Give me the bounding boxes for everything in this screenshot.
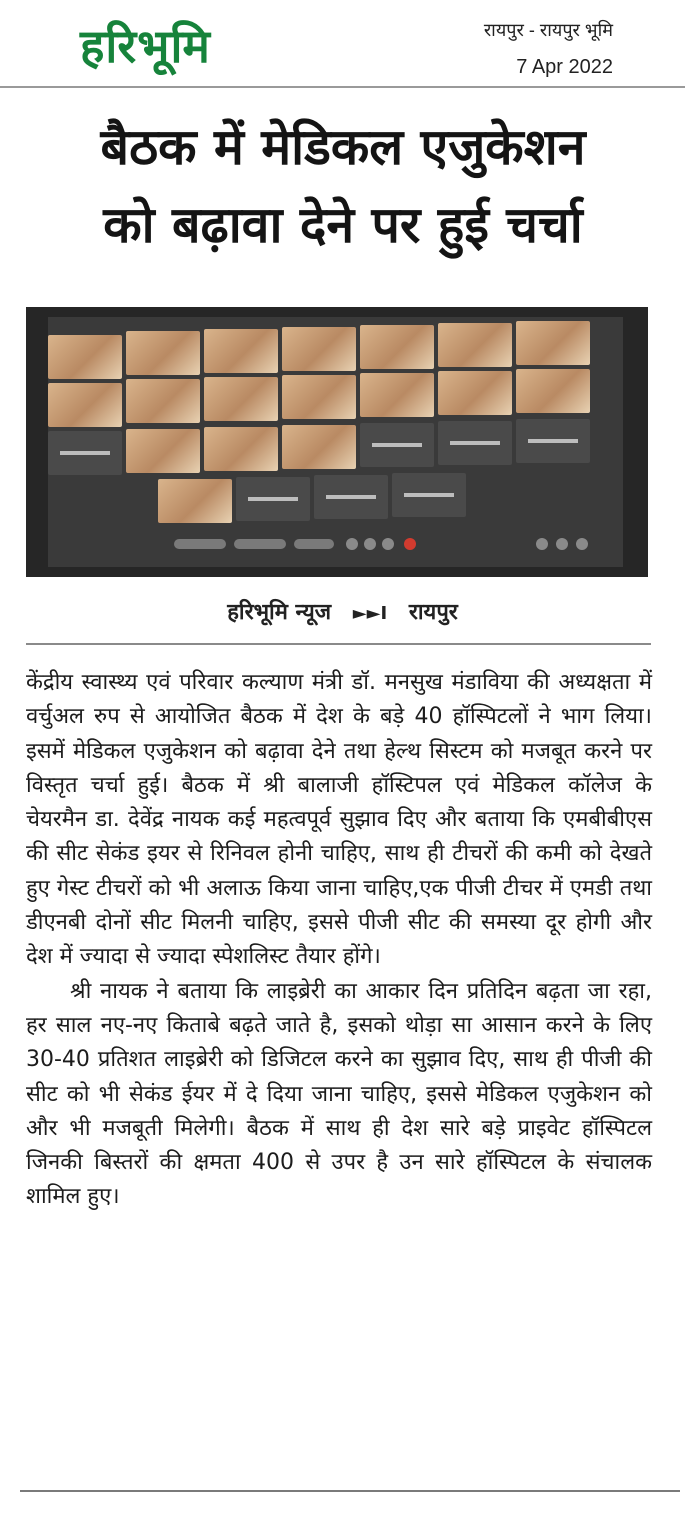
chat-icon	[556, 538, 568, 550]
participant-tile	[360, 373, 434, 417]
control-pill	[294, 539, 334, 549]
masthead	[0, 0, 685, 86]
meeting-control-bar	[66, 535, 626, 553]
meeting-screen	[48, 317, 623, 567]
article-end-divider	[20, 1490, 680, 1492]
participant-tile	[314, 475, 388, 519]
participant-tile	[126, 429, 200, 473]
participant-tile	[48, 335, 122, 379]
byline-source: हरिभूमि न्यूज	[227, 600, 332, 625]
participant-tile	[48, 431, 122, 475]
participant-tile	[438, 371, 512, 415]
end-call-icon	[404, 538, 416, 550]
settings-icon	[576, 538, 588, 550]
participant-tile	[282, 327, 356, 371]
article-paragraph: श्री नायक ने बताया कि लाइब्रेरी का आकार दिन प्रतिदिन बढ़ता जा रहा, हर साल नए-नए किताबे बढ़ते जाते है, इसको थोड़ा सा आसान करने के लिए 30-40 प्रतिशत लाइब्रेरी को डिजिटल करने का सुझाव दिए, साथ ही पीजी की सीट को भी सेकंड ईयर में दे दिया जाना चाहिए, इससे मेडिकल एजुकेशन को और भी मजबूती मिलेगी। बैठक में साथ ही देश सारे बड़े प्राइवेट हॉस्पिटल जिनकी बिस्तरों की क्षमता 400 से उपर है उन सारे हॉस्पिटल के संचालक शामिल हुए।	[26, 978, 652, 1210]
article-byline	[0, 596, 685, 626]
edition-label: रायपुर - रायपुर भूमि	[483, 20, 613, 40]
newspaper-logo: हरिभूमि	[80, 19, 211, 73]
participant-tile	[282, 425, 356, 469]
participant-tile	[158, 479, 232, 523]
share-icon	[536, 538, 548, 550]
participant-tile	[360, 423, 434, 467]
control-pill	[174, 539, 226, 549]
headline-line-2: को बढ़ावा देने पर हुई चर्चा	[103, 196, 583, 254]
publication-date: 7 Apr 2022	[516, 56, 613, 78]
camera-icon	[364, 538, 376, 550]
control-pill	[234, 539, 286, 549]
participant-tile	[516, 369, 590, 413]
participant-tile	[360, 325, 434, 369]
participant-tile	[48, 383, 122, 427]
participant-tile	[204, 329, 278, 373]
byline-divider	[26, 643, 651, 645]
fast-forward-icon: ►►I	[352, 603, 388, 624]
participant-tile	[516, 321, 590, 365]
headline-line-1: बैठक में मेडिकल एजुकेशन	[100, 118, 586, 176]
article-headline	[18, 108, 668, 264]
participant-tile	[126, 331, 200, 375]
participant-tile	[282, 375, 356, 419]
participant-tile	[438, 421, 512, 465]
participant-tile	[204, 427, 278, 471]
byline-place: रायपुर	[408, 600, 458, 625]
masthead-divider	[0, 86, 685, 88]
video-conference-photo	[26, 307, 648, 577]
participant-tile	[204, 377, 278, 421]
participant-tile	[438, 323, 512, 367]
participant-tile	[392, 473, 466, 517]
article-paragraph: केंद्रीय स्वास्थ्य एवं परिवार कल्याण मंत्री डॉ. मनसुख मंडाविया की अध्यक्षता में वर्चुअल रुप से आयोजित बैठक में देश के बड़े 40 हॉस्पिटलों ने भाग लिया। इसमें मेडिकल एजुकेशन को बढ़ावा देने तथा हेल्थ सिस्टम को मजबूत करने पर विस्तृत चर्चा हुई। बैठक में श्री बालाजी हॉस्टिपल एवं मेडिकल कॉलेज के चेयरमैन डा. देवेंद्र नायक कई महत्वपूर्व सुझाव दिए और बताया कि एमबीबीएस की सीट सेकंड इयर से रिनिवल होनी चाहिए, साथ ही टीचरों की कमी को देखते हुए गेस्ट टीचरों को भी अलाऊ किया जाना चाहिए,एक पीजी टीचर में एमडी तथा डीएनबी दोनों सीट मिलनी चाहिए, इससे पीजी सीट की समस्या दूर होगी और देश में ज्यादा से ज्यादा स्पेशलिस्ट तैयार होंगे।	[26, 670, 652, 970]
more-icon	[382, 538, 394, 550]
mic-icon	[346, 538, 358, 550]
participant-tile	[126, 379, 200, 423]
article-body	[26, 666, 652, 1215]
participant-tile	[236, 477, 310, 521]
participant-tile	[516, 419, 590, 463]
